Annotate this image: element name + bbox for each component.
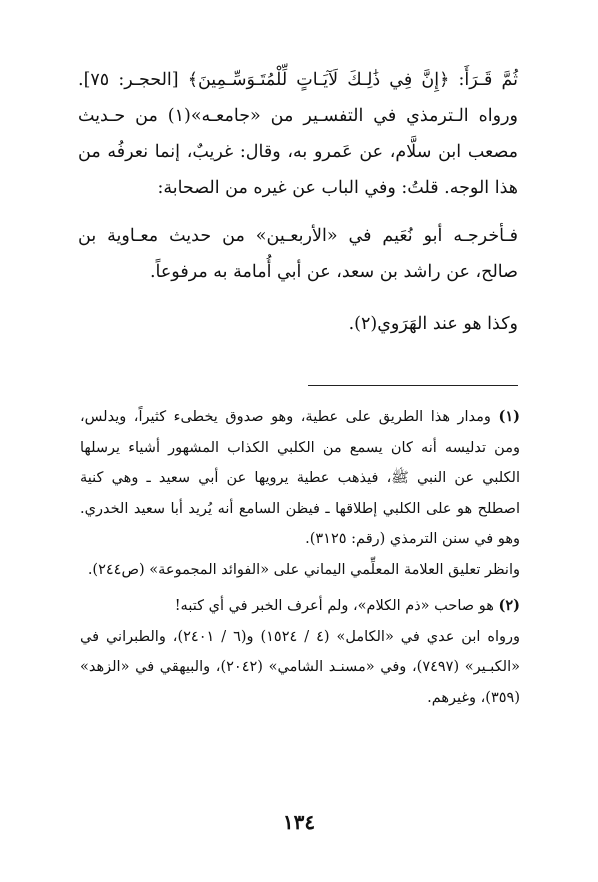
main-paragraph-3: وكذا هو عند الهَرَوي(٢). — [348, 314, 518, 334]
footnotes-block — [80, 402, 520, 713]
footnote-2-number: (٢) — [498, 597, 520, 614]
separator-line — [308, 385, 518, 386]
footnote-2-text: هو صاحب «ذم الكلام»، ولم أعرف الخبر في أي كتبه! — [174, 598, 494, 614]
footnote-1-text: ومدار هذا الطريق على عطية، وهو صدوق يخطىء كثيراً، ويدلس، ومن تدليسه أنه كان يسمع من الكلبي الكذاب المشهور أشياء يرسلها الكلبي عن النبي ﷺ، فيذهب عطية يرويها عن أبي سعيد ـ وهي كنية اصطلح هو على الكلبي إطلاقها ـ فيظن السامع أنه يُريد أبا سعيد الخدري. وهو في سنن الترمذي (رقم: ٣١٢٥). — [80, 409, 520, 547]
footnote-2-continuation: ورواه ابن عدي في «الكامل» (٤ / ١٥٢٤) و(٦ / ٢٤٠١)، والطبراني في «الكبـير» (٧٤٩٧)، وفي «مسنـد الشامي» (٢٠٤٢)، والبيهقي في «الزهد» (٣٥٩)، وغيرهم. — [80, 628, 520, 706]
main-paragraph-2: فـأخرجـه أبو نُعَيم في «الأربعـين» من حديث معـاوية بن صالح، عن راشد بن سعد، عن أبي أُمامة به مرفوعاً. — [78, 226, 518, 282]
footnote-1 — [80, 402, 520, 555]
footnote-1-continuation: وانظر تعليق العلامة المعلِّمي اليماني على «الفوائد المجموعة» (ص٢٤٤). — [87, 561, 520, 578]
main-paragraph-1: ثُمَّ قَـرَأَ: ﴿إِنَّ فِي ذَٰلِـكَ لَآيَـاتٍ لِّلْمُتَـوَسِّـمِينَ﴾ [الحجـر: ٧٥]. ورواه الـترمذي في التفسـير من «جامعـه»(١) من حـديث مصعب ابن سلَّام، عن عَمرو به، وقال: غريبٌ، إنما نعرفُه من هذا الوجه. قلتُ: وفي الباب عن غيره من الصحابة: — [78, 70, 519, 198]
page-number: ١٣٤ — [282, 810, 316, 834]
footnote-1-number: (١) — [498, 408, 521, 425]
main-text-block — [78, 62, 518, 342]
footnote-2 — [80, 591, 520, 622]
